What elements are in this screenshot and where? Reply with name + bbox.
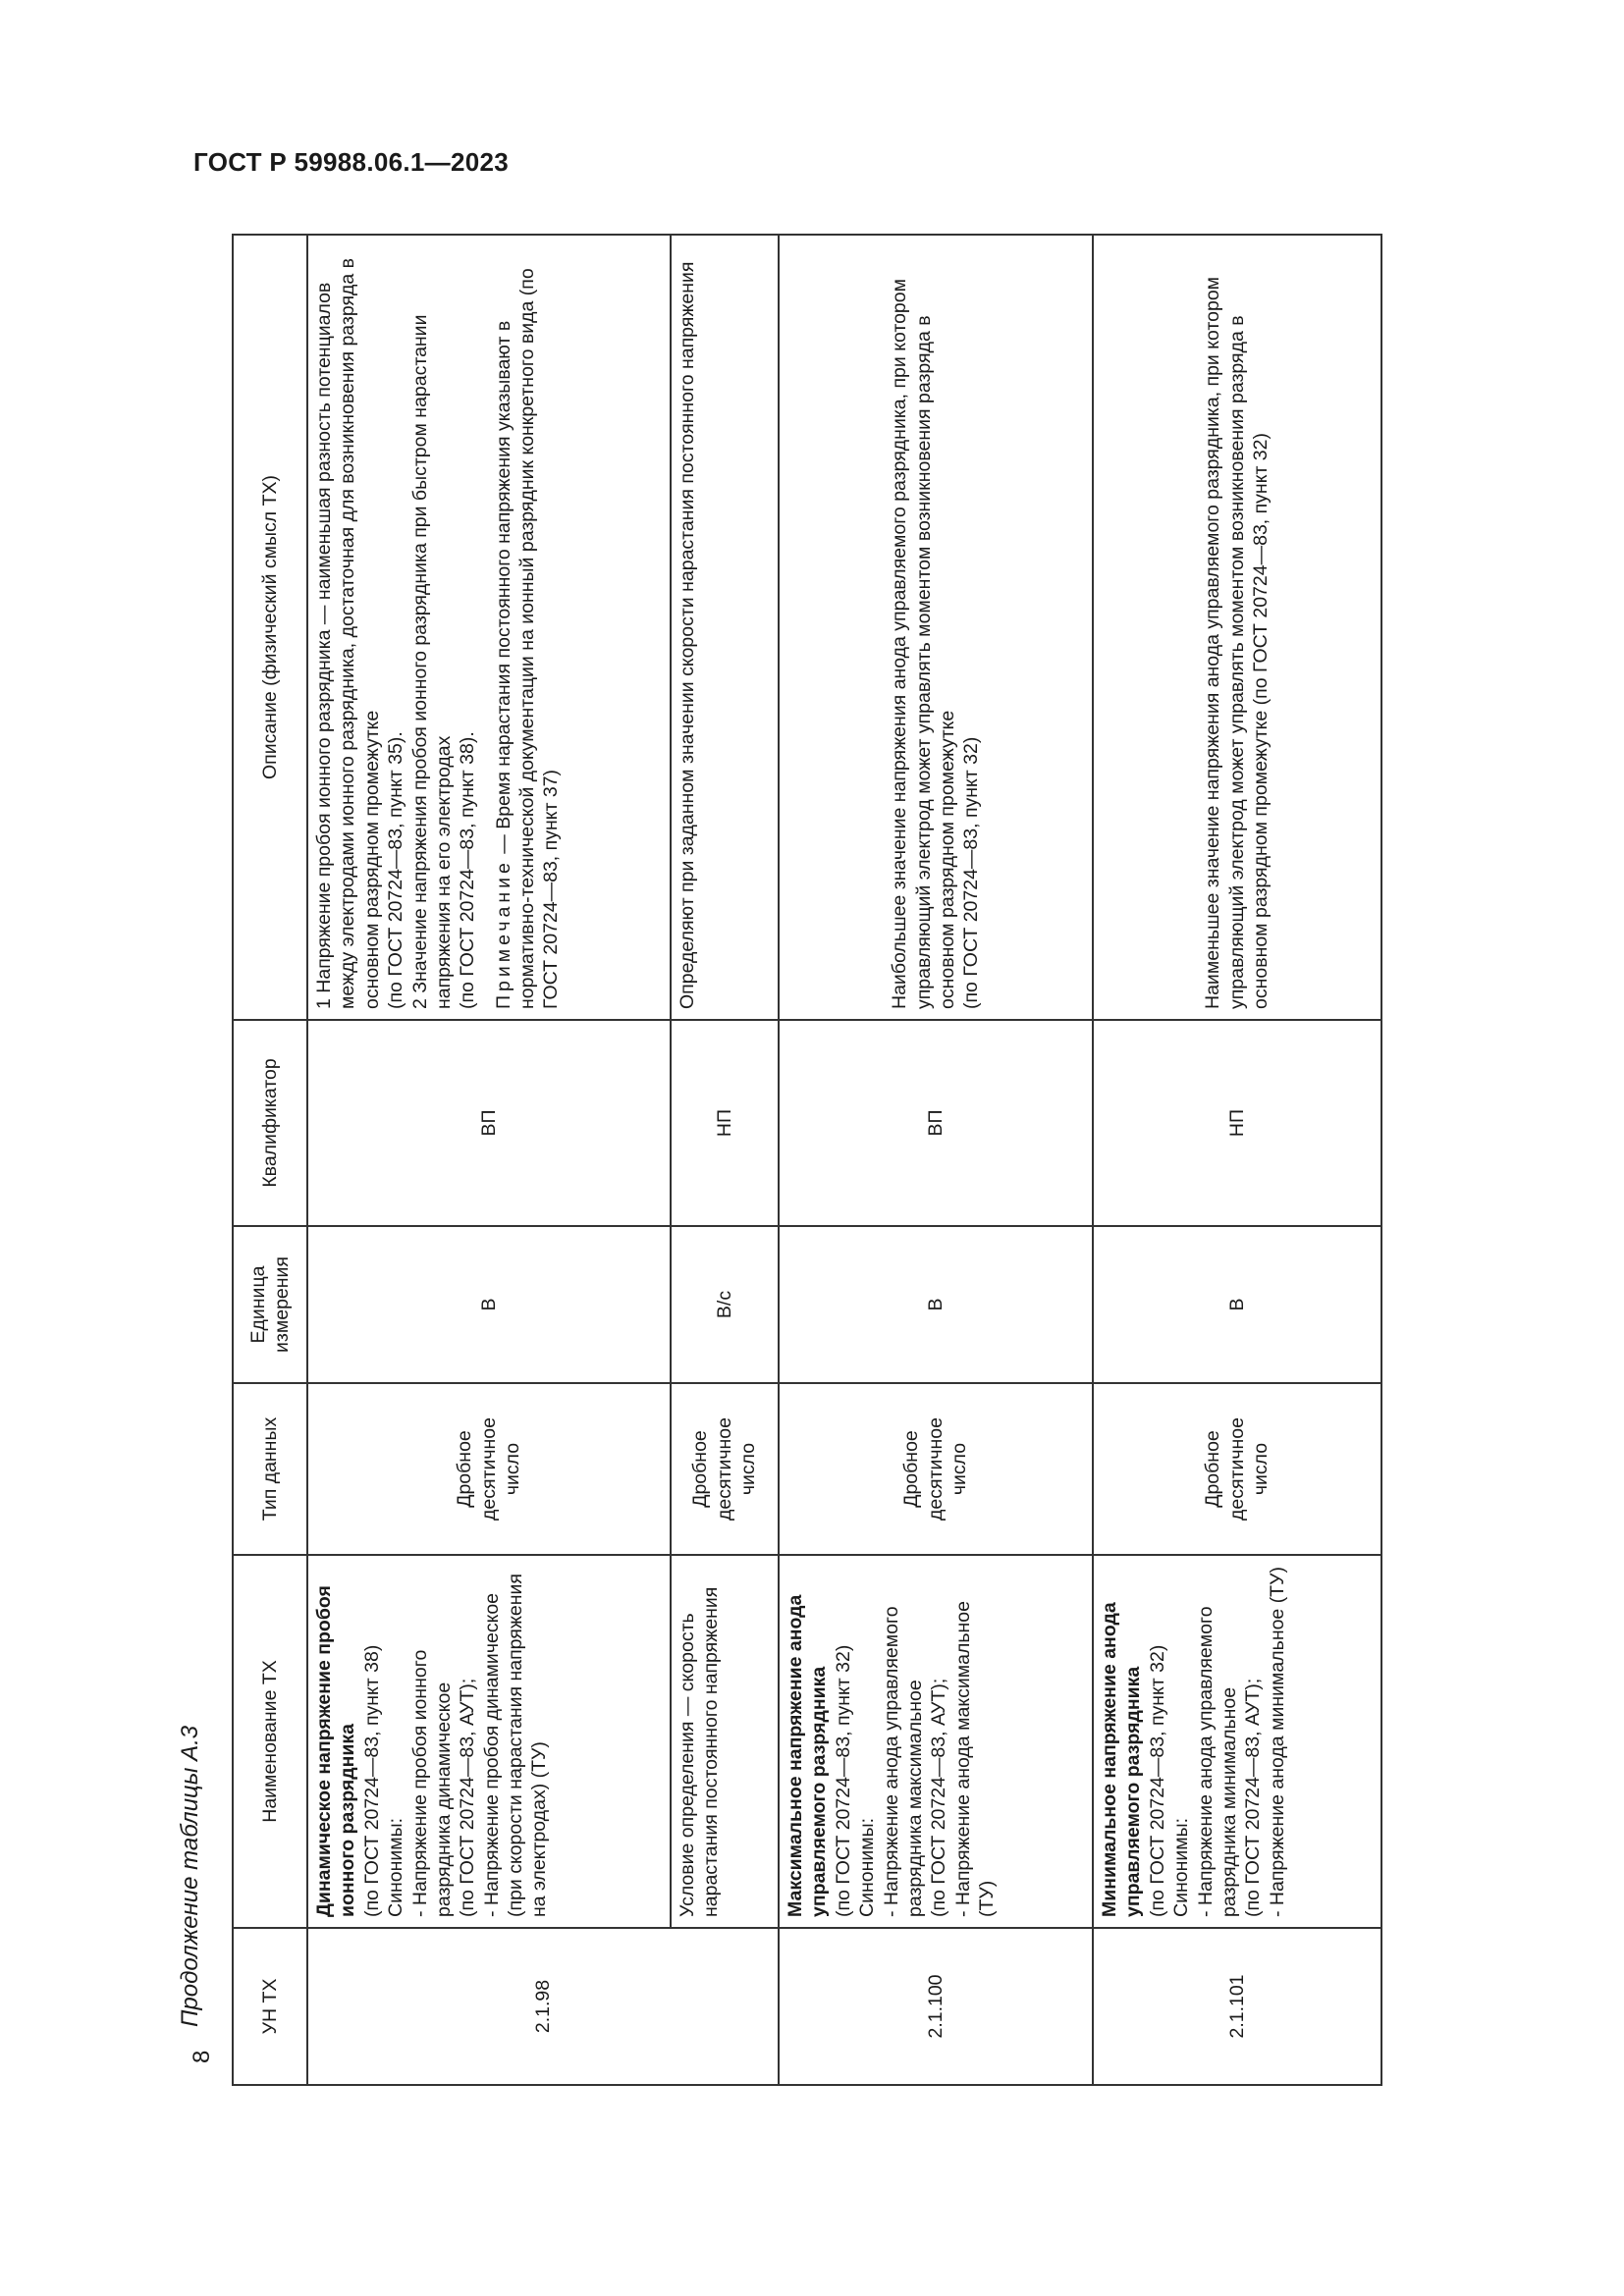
table-row (1093, 235, 1381, 2085)
row-description-line: Определяют при заданном значении скорости нарастания постоянного напряжения (677, 261, 698, 1009)
column-header-code: УН ТХ (233, 1928, 307, 2085)
row-unit: В (1093, 1226, 1381, 1383)
row-code: 2.1.101 (1093, 1928, 1381, 2085)
row-unit: В/с (671, 1226, 779, 1383)
row-code: 2.1.98 (307, 1928, 779, 2085)
table-caption: Продолжение таблицы А.3 (177, 1725, 203, 2027)
row-type: Дробное десятичное число (671, 1383, 779, 1555)
row-name-line: (по ГОСТ 20724—83, пункт 32) (832, 1644, 854, 1917)
row-type: Дробное десятичное число (779, 1383, 1093, 1555)
row-qualifier: ВП (307, 1020, 671, 1226)
row-description-line: Наименьшее значение напряжения анода управляемого разрядника, при котором управляющий электрод может управлять моментом возникновения разряда в основном разрядном промежутке (по ГОСТ 20724—83, пункт 32) (1202, 276, 1272, 1009)
row-type: Дробное десятичное число (307, 1383, 671, 1555)
row-name-title: Минимальное напряжение анода управляемого разрядника (1099, 1602, 1145, 1917)
row-qualifier: ВП (779, 1020, 1093, 1226)
table-container (232, 236, 1373, 2086)
row-code: 2.1.100 (779, 1928, 1093, 2085)
row-name-line: (по ГОСТ 20724—83, АУТ); (457, 1678, 479, 1917)
row-name-cell (307, 1555, 671, 1928)
row-description-line: (по ГОСТ 20724—83, пункт 35). (385, 731, 407, 1009)
row-name-line: (по ГОСТ 20724—83, АУТ); (1242, 1678, 1265, 1917)
characteristics-table (232, 234, 1382, 2086)
column-header-description: Описание (физический смысл ТХ) (233, 235, 307, 1020)
row-description-line: 1 Напряжение пробоя ионного разрядника — наименьшая разность потенциалов между электродами ионного разрядника, достаточная для возникновения разряда в основном разрядном промежутке (313, 257, 383, 1009)
table-row (779, 235, 1093, 2085)
column-header-name: Наименование ТХ (233, 1555, 307, 1928)
row-description-cell (779, 235, 1093, 1020)
row-name-title: Максимальное напряжение анода управляемого разрядника (785, 1594, 831, 1917)
column-header-qualifier: Квалификатор (233, 1020, 307, 1226)
row-description-line: (по ГОСТ 20724—83, пункт 32) (960, 736, 983, 1009)
row-name-line: Синонимы: (1170, 1817, 1193, 1917)
row-name-cell (1093, 1555, 1381, 1928)
row-description-line: (по ГОСТ 20724—83, пункт 38). (457, 731, 479, 1009)
row-unit: В (779, 1226, 1093, 1383)
row-unit: В (307, 1226, 671, 1383)
row-qualifier: НП (1093, 1020, 1381, 1226)
document-header: ГОСТ Р 59988.06.1—2023 (193, 147, 509, 177)
table-row (307, 235, 671, 2085)
row-name-line: - Напряжение пробоя ионного разрядника динамическое (408, 1649, 455, 1917)
page-number: 8 (189, 2050, 215, 2063)
row-description-cell (307, 235, 671, 1020)
row-description-cell (1093, 235, 1381, 1020)
row-name-line: - Напряжение анода минимальное (ТУ) (1266, 1567, 1288, 1917)
column-header-type: Тип данных (233, 1383, 307, 1555)
row-qualifier: НП (671, 1020, 779, 1226)
row-type: Дробное десятичное число (1093, 1383, 1381, 1555)
table-header-row (233, 235, 307, 2085)
row-description-line: 2 Значение напряжения пробоя ионного разрядника при быстром нарастании напряжения на его электродах (408, 314, 455, 1009)
note-spacer (480, 245, 492, 1009)
row-name-line: (по ГОСТ 20724—83, АУТ); (928, 1678, 950, 1917)
row-name-line: Синонимы: (856, 1817, 879, 1917)
row-name-cell (671, 1555, 779, 1928)
table-row (671, 235, 779, 2085)
row-name-line: Условие определения — скорость нарастания постоянного напряжения (677, 1586, 723, 1917)
row-name-line: - Напряжение пробоя динамическое (при скорости нарастания напряжения на электродах) (ТУ) (480, 1574, 551, 1917)
note-text: — Время нарастания постоянного напряжения указывают в нормативно-технической документации на ионный разрядник конкретного вида (по ГОСТ 20724—83, пункт 37) (492, 268, 563, 1009)
row-name-line: (по ГОСТ 20724—83, пункт 38) (360, 1644, 383, 1917)
rotated-table-frame (232, 236, 1373, 2086)
note-label: Примечание (492, 859, 514, 1009)
row-description-line: Наибольшее значение напряжения анода управляемого разрядника, при котором управляющий электрод может управлять моментом возникновения разряда в основном разрядном промежутке (889, 278, 958, 1009)
row-name-title: Динамическое напряжение пробоя ионного разрядника (313, 1585, 359, 1917)
row-name-line: - Напряжение анода управляемого разрядника минимальное (1194, 1606, 1240, 1917)
row-description-cell (671, 235, 779, 1020)
row-name-line: Синонимы: (385, 1817, 407, 1917)
row-name-line: (по ГОСТ 20724—83, пункт 32) (1146, 1644, 1168, 1917)
row-note (492, 245, 564, 1009)
row-name-line: - Напряжение анода управляемого разрядника максимальное (880, 1606, 926, 1917)
row-name-cell (779, 1555, 1093, 1928)
column-header-unit: Единица измерения (233, 1226, 307, 1383)
row-name-line: - Напряжение анода максимальное (ТУ) (951, 1601, 998, 1917)
